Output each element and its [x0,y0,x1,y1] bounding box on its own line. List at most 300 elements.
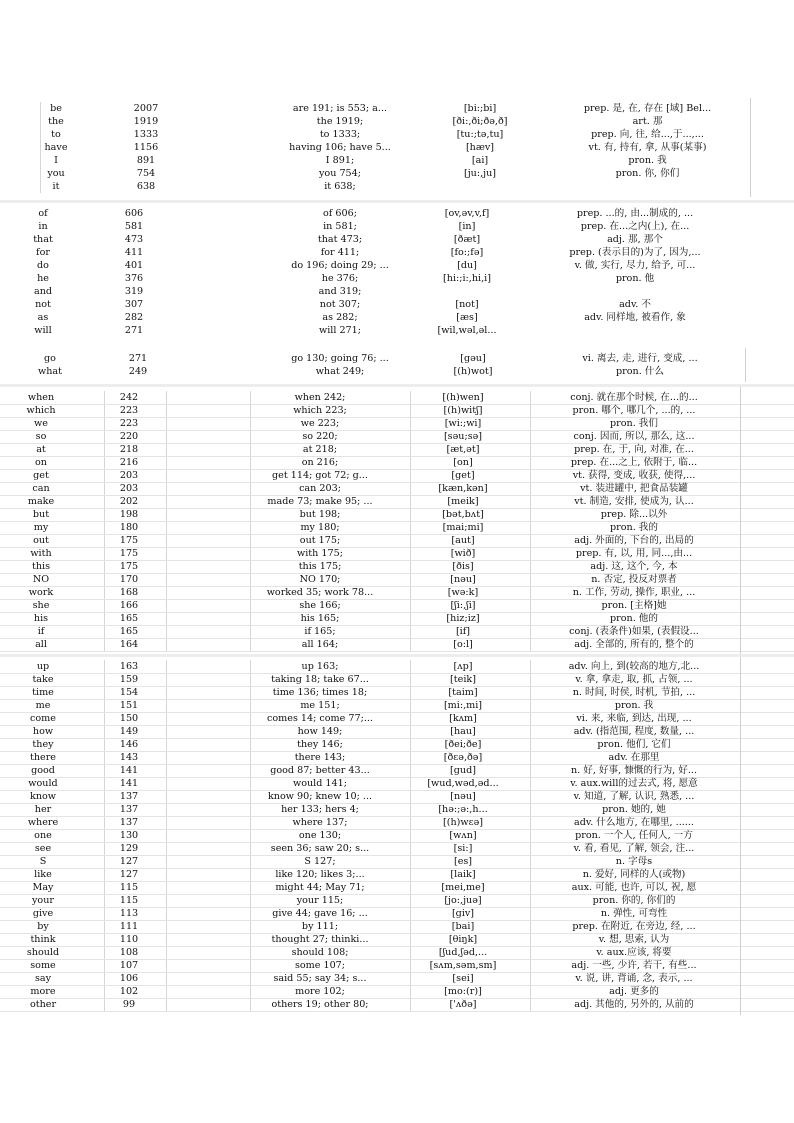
cell-def: prep. 除...以外 [600,509,668,520]
cell-def: v. 知道, 了解, 认识, 熟悉, ... [573,791,695,802]
cell-forms: her 133; hers 4; [281,804,359,815]
cell-def: v. 想, 思索, 认为 [598,934,670,945]
cell-forms: this 175; [298,561,342,572]
cell-def: pron. 她的, 她 [602,804,666,815]
cell-forms: made 73; make 95; ... [267,496,373,507]
cell-word: we [34,418,48,429]
cell-freq: 137 [119,791,139,802]
cell-forms: good 87; better 43... [270,765,370,776]
cell-def: pron. 他们, 它们 [597,739,671,750]
cell-forms: like 120; likes 3;... [275,869,365,880]
cell-freq: 110 [119,934,139,945]
cell-pron: [ðɛə,ðə] [443,752,483,763]
cell-freq: 223 [119,405,139,416]
cell-freq: 1156 [133,142,159,153]
cell-def: pron. 你的, 你们的 [592,895,676,906]
cell-freq: 137 [119,817,139,828]
cell-forms: worked 35; work 78... [266,587,374,598]
cell-word: go [44,353,56,364]
cell-word: will [34,325,52,336]
cell-pron: [bai] [451,921,475,932]
cell-word: think [30,934,56,945]
cell-freq: 141 [119,778,139,789]
cell-word: where [27,817,59,828]
cell-word: in [38,221,48,232]
table-row [0,469,794,483]
table-row [0,508,794,522]
table-row [0,495,794,509]
cell-def: pron. 我 [614,700,654,711]
cell-pron: [ju:,ju] [463,168,497,179]
cell-word: give [32,908,54,919]
cell-word: for [36,247,50,258]
cell-def: adj. 更多的 [609,986,659,997]
cell-def: conj. (表条件)如果, (表假设... [569,626,699,637]
cell-pron: [on] [453,457,473,468]
cell-freq: 307 [124,299,144,310]
cell-forms: with 175; [297,548,343,559]
table-block [0,352,794,378]
cell-def: adv. 向上, 到(较高的地方,北... [568,661,700,672]
cell-word: NO [32,574,50,585]
table-row [0,430,794,444]
cell-freq: 249 [128,366,148,377]
cell-freq: 242 [119,392,139,403]
cell-pron: [wil,wəl,əl... [437,325,497,336]
cell-word: which [26,405,56,416]
cell-freq: 891 [136,155,156,166]
table-row [0,894,794,908]
cell-pron: ['ʌðə] [449,999,477,1010]
cell-word: I [54,155,58,166]
cell-freq: 175 [119,548,139,559]
cell-word: should [26,947,60,958]
cell-pron: [jo:,juə] [444,895,482,906]
table-row [0,246,794,259]
cell-pron: [teik] [450,674,476,685]
cell-forms: said 55; say 34; s... [273,973,367,984]
cell-def: adv. 不 [619,299,651,310]
cell-def: pron. [主格]她 [601,600,667,611]
cell-pron: [(h)wot] [453,366,493,377]
cell-word: more [30,986,56,997]
cell-def: pron. 他的 [610,613,658,624]
cell-pron: [sʌm,səm,sm] [429,960,497,971]
table-row [0,272,794,285]
cell-pron: [in] [458,221,476,232]
cell-forms: NO 170; [299,574,341,585]
cell-freq: 175 [119,535,139,546]
cell-word: know [30,791,56,802]
cell-pron: [mai;mi] [442,522,484,533]
cell-freq: 319 [124,286,144,297]
cell-forms: to 1333; [319,129,361,140]
table-row [0,324,794,337]
cell-word: at [36,444,46,455]
cell-freq: 638 [136,181,156,192]
cell-pron: [ðis] [452,561,474,572]
cell-def: prep. 在, 于, 向, 对准, 在... [574,444,694,455]
cell-word: the [48,116,64,127]
cell-forms: get 114; got 72; g... [272,470,368,481]
table-row [0,638,794,652]
cell-forms: seen 36; saw 20; s... [270,843,370,854]
cell-pron: [giv] [451,908,475,919]
cell-word: this [31,561,51,572]
cell-pron: [si:] [453,843,473,854]
cell-pron: [get] [451,470,475,481]
cell-def: v. 看, 看见, 了解, 领会, 注... [573,843,695,854]
cell-forms: know 90; knew 10; ... [267,791,373,802]
cell-word: my [33,522,49,533]
cell-word: and [33,286,53,297]
cell-def: n. 弹性, 可弯性 [600,908,668,919]
cell-forms: they 146; [297,739,343,750]
cell-pron: [taim] [448,687,478,698]
cell-freq: 175 [119,561,139,572]
cell-pron: [nəu] [450,574,476,585]
cell-freq: 164 [119,639,139,650]
table-row [0,417,794,431]
cell-freq: 198 [119,509,139,520]
cell-def: pron. 他 [615,273,655,284]
table-row [0,298,794,311]
table-row [0,482,794,496]
cell-pron: [fo:;fə] [450,247,484,258]
table-row [0,738,794,752]
cell-forms: time 136; times 18; [272,687,368,698]
cell-freq: 102 [119,986,139,997]
table-row [0,660,794,674]
cell-word: if [37,626,45,637]
cell-word: get [33,470,49,481]
table-row [0,259,794,272]
table-row [0,725,794,739]
cell-freq: 271 [128,353,148,364]
table-row [0,777,794,791]
table-row [0,456,794,470]
cell-forms: on 216; [301,457,339,468]
cell-word: it [52,181,60,192]
cell-def: prep. 在...之上, 依附于, 临... [570,457,698,468]
cell-forms: give 44; gave 16; ... [272,908,368,919]
cell-forms: up 163; [301,661,339,672]
cell-pron: [hau] [450,726,476,737]
cell-def: vi. 来, 来临, 到达, 出现, ... [576,713,692,724]
cell-pron: [aut] [451,535,475,546]
cell-freq: 2007 [133,103,159,114]
cell-def: adj. 其他的, 另外的, 从前的 [574,999,694,1010]
cell-word: on [35,457,47,468]
cell-freq: 130 [119,830,139,841]
cell-freq: 149 [119,726,139,737]
cell-forms: taking 18; take 67... [271,674,369,685]
cell-forms: some 107; [294,960,346,971]
cell-freq: 127 [119,869,139,880]
cell-forms: if 165; [304,626,336,637]
cell-forms: he 376; [321,273,359,284]
cell-pron: [laik] [450,869,476,880]
cell-def: prep. 在...之内(上), 在... [580,221,690,232]
cell-def: v. 说, 讲, 背诵, 念, 表示, ... [575,973,693,984]
cell-pron: [æs] [456,312,478,323]
cell-word: good [31,765,55,776]
cell-def: pron. 什么 [616,366,664,377]
cell-def: n. 否定, 投反对票者 [591,574,677,585]
cell-freq: 141 [119,765,139,776]
table-row [0,868,794,882]
cell-freq: 115 [119,895,139,906]
cell-forms: having 106; have 5... [289,142,391,153]
cell-def: art. 那 [632,116,663,127]
cell-word: there [30,752,56,763]
cell-freq: 146 [119,739,139,750]
cell-def: vt. 装进罐中, 把食品装罐 [580,483,688,494]
cell-pron: [mi:,mi] [443,700,483,711]
cell-pron: [ai] [471,155,489,166]
cell-freq: 115 [119,882,139,893]
cell-forms: for 411; [320,247,360,258]
cell-def: prep. 是, 在, 存在 [域] Bel... [583,103,712,114]
cell-def: adv. 在那里 [608,752,660,763]
table-row [0,959,794,973]
cell-def: adv. 同样地, 被看作, 象 [584,312,686,323]
cell-pron: [wə:k] [447,587,479,598]
cell-def: n. 时间, 时侯, 时机, 节拍, ... [572,687,696,698]
cell-word: of [38,208,48,219]
cell-pron: [ðæt] [453,234,481,245]
cell-freq: 150 [119,713,139,724]
block-separator [0,200,794,203]
cell-pron: [hæv] [465,142,495,153]
cell-forms: in 581; [323,221,357,232]
cell-forms: more 102; [295,986,345,997]
cell-forms: how 149; [297,726,343,737]
table-edge [740,656,741,1015]
cell-forms: so 220; [302,431,338,442]
cell-word: they [32,739,54,750]
cell-forms: what 249; [315,366,365,377]
table-row [0,285,794,298]
cell-forms: which 223; [293,405,347,416]
cell-word: but [32,509,50,520]
table-edge [740,387,741,655]
table-row [0,534,794,548]
table-row [0,115,794,128]
table-row [0,946,794,960]
cell-freq: 271 [124,325,144,336]
cell-freq: 108 [119,947,139,958]
cell-pron: [(h)wɛə] [442,817,483,828]
cell-def: adv. (指范围, 程度, 数量, ... [573,726,695,737]
table-row [0,128,794,141]
table-row [0,764,794,778]
table-row [0,842,794,856]
cell-def: pron. 你, 你们 [615,168,680,179]
block-separator [0,654,794,657]
table-edge [750,98,751,197]
cell-freq: 165 [119,613,139,624]
cell-forms: by 111; [301,921,339,932]
cell-def: n. 爱好, 同样的人(或物) [582,869,686,880]
cell-word: see [34,843,52,854]
cell-freq: 411 [124,247,144,258]
cell-pron: [ʌp] [453,661,473,672]
cell-pron: [wud,wəd,əd... [427,778,499,789]
cell-freq: 129 [119,843,139,854]
cell-def: prep. ...的, 由...制成的, ... [576,208,694,219]
cell-word: can [32,483,50,494]
table-row [0,803,794,817]
table-block [0,660,794,1011]
cell-pron: [sei] [452,973,474,984]
cell-def: prep. 有, 以, 用, 同...,由... [575,548,693,559]
table-row [0,881,794,895]
cell-word: take [32,674,54,685]
table-row [0,933,794,947]
table-row [0,573,794,587]
table-row [0,712,794,726]
table-row [0,233,794,246]
cell-freq: 159 [119,674,139,685]
table-block [0,207,794,337]
cell-pron: [hi:;i:,hi,i] [443,273,491,284]
cell-forms: out 175; [299,535,341,546]
table-row [0,547,794,561]
cell-forms: it 638; [324,181,356,192]
table-row [0,816,794,830]
cell-forms: would 141; [293,778,347,789]
cell-forms: should 108; [291,947,349,958]
cell-forms: the 1919; [316,116,364,127]
table-row [0,311,794,324]
cell-pron: [səu;sə] [443,431,483,442]
cell-pron: [gəu] [460,353,486,364]
cell-def: adj. 一些, 少许, 若干, 有些... [571,960,697,971]
cell-def: v. 做, 实行, 尽力, 给予, 可... [574,260,696,271]
cell-freq: 111 [119,921,139,932]
cell-word: not [35,299,51,310]
cell-pron: [mei,me] [441,882,485,893]
cell-pron: [ʃi:,ʃi] [450,600,476,611]
cell-word: say [34,973,52,984]
cell-pron: [kʌm] [449,713,477,724]
cell-freq: 473 [124,234,144,245]
cell-word: have [44,142,68,153]
cell-word: his [33,613,49,624]
cell-def: adv. 什么地方, 在哪里, ...... [574,817,694,828]
table-row [0,985,794,999]
cell-forms: will 271; [318,325,361,336]
cell-forms: that 473; [317,234,363,245]
cell-def: pron. 哪个, 哪几个, ...的, ... [572,405,696,416]
cell-freq: 107 [119,960,139,971]
cell-pron: [ði:,ði;ðə,ð] [452,116,508,127]
cell-forms: can 203; [299,483,341,494]
cell-def: vt. 有, 持有, 拿, 从事(某事) [588,142,707,153]
table-row [0,207,794,220]
cell-def: aux. 可能, 也许, 可以, 祝, 愿 [571,882,697,893]
table-row [0,521,794,535]
cell-freq: 203 [119,483,139,494]
cell-forms: comes 14; come 77;... [267,713,373,724]
table-row [0,220,794,233]
cell-pron: [wi:;wi] [444,418,482,429]
cell-pron: [bət,bʌt] [442,509,484,520]
cell-def: pron. 一个人, 任何人, 一方 [575,830,693,841]
table-row [0,790,794,804]
cell-def: adj. 全部的, 所有的, 整个的 [574,639,694,650]
table-row [0,972,794,986]
cell-freq: 99 [122,999,136,1010]
cell-freq: 223 [119,418,139,429]
cell-def: prep. (表示目的)为了, 因为,... [569,247,701,258]
cell-forms: I 891; [325,155,355,166]
cell-freq: 106 [119,973,139,984]
cell-def: vt. 获得, 变成, 收获, 使得,... [572,470,696,481]
cell-word: you [47,168,65,179]
cell-def: conj. 因而, 所以, 那么, 这... [573,431,695,442]
table-row [0,829,794,843]
cell-pron: [wið] [450,548,476,559]
cell-forms: as 282; [322,312,358,323]
cell-forms: we 223; [300,418,340,429]
cell-forms: but 198; [299,509,341,520]
cell-forms: and 319; [318,286,362,297]
cell-forms: one 130; [298,830,342,841]
table-row [0,391,794,405]
cell-freq: 154 [119,687,139,698]
table-row [0,180,794,193]
cell-freq: 151 [119,700,139,711]
cell-forms: me 151; [300,700,340,711]
cell-def: prep. 在附近, 在旁边, 经, ... [572,921,696,932]
table-row [0,154,794,167]
cell-def: n. 好, 好事, 慷慨的行为, 好... [570,765,698,776]
table-row [0,560,794,574]
cell-freq: 203 [119,470,139,481]
cell-freq: 165 [119,626,139,637]
cell-pron: [θiŋk] [448,934,478,945]
cell-def: vi. 离去, 走, 进行, 变成, ... [582,353,698,364]
cell-forms: where 137; [292,817,348,828]
table-row [0,907,794,921]
cell-pron: [æt,ət] [446,444,480,455]
cell-def: n. 字母s [615,856,653,867]
cell-word: with [30,548,52,559]
cell-word: all [35,639,47,650]
cell-freq: 282 [124,312,144,323]
cell-forms: are 191; is 553; a... [292,103,388,114]
cell-pron: [hə:;ə:,h... [438,804,488,815]
table-row [0,751,794,765]
cell-pron: [o:l] [453,639,473,650]
cell-pron: [kæn,kən] [438,483,488,494]
cell-word: how [32,726,54,737]
table-row [0,404,794,418]
cell-def: pron. 我 [628,155,667,166]
cell-freq: 170 [119,574,139,585]
cell-word: as [37,312,49,323]
cell-freq: 127 [119,856,139,867]
cell-freq: 1919 [133,116,159,127]
cell-word: one [34,830,52,841]
cell-forms: my 180; [300,522,340,533]
cell-freq: 113 [119,908,139,919]
cell-word: would [28,778,58,789]
cell-def: adj. 那, 那个 [607,234,663,245]
cell-word: out [33,535,49,546]
